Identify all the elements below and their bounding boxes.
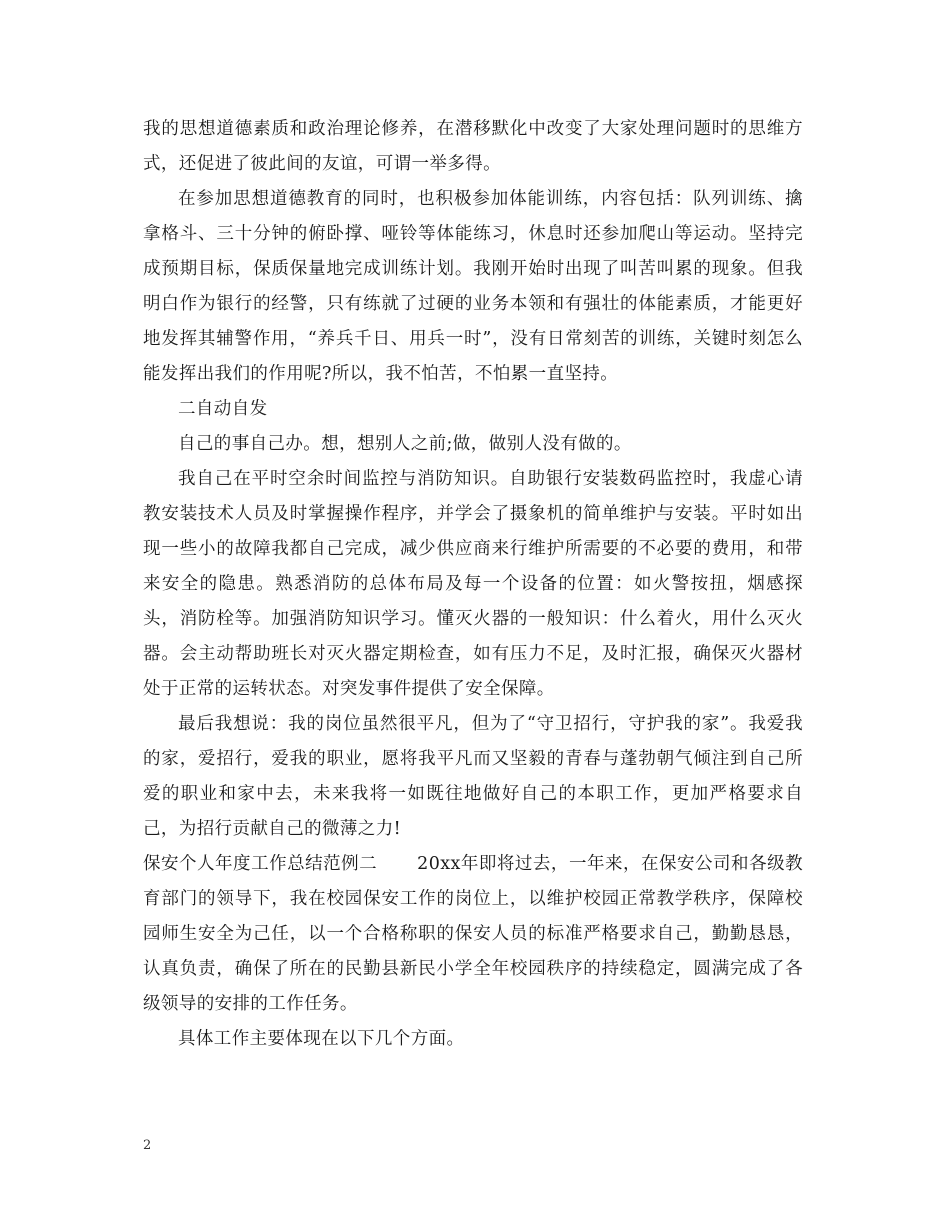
paragraph-monitoring-fire: 我自己在平时空余时间监控与消防知识。自助银行安装数码监控时，我虚心请教安装技术人员及时掌握操作程序，并学会了摄象机的简单维护与安装。平时如出现一些小的故障我都自己完成，减少供应商来行维护所需要的不必要的费用，和带来安全的隐患。熟悉消防的总体布局及每一个设备的位置：如火警按扭，烟感探头，消防栓等。加强消防知识学习。懂灭火器的一般知识：什么着火，用什么灭火器。会主动帮助班长对灭火器定期检查，如有压力不足，及时汇报，确保灭火器材处于正常的运转状态。对突发事件提供了安全保障。	[143, 469, 803, 699]
paragraph-conclusion: 最后我想说：我的岗位虽然很平凡，但为了“守卫招行，守护我的家”。我爱我的家，爱招行，爱我的职业，愿将我平凡而又坚毅的青春与蓬勃朝气倾注到自己所爱的职业和家中去，未来我将一如既往地做好自己的本职工作，更加严格要求自己，为招行贡献自己的微薄之力!	[143, 714, 803, 839]
paragraph-motto: 自己的事自己办。想，想别人之前;做，做别人没有做的。	[178, 434, 632, 454]
paragraph-continuation: 我的思想道德素质和政治理论修养，在潜移默化中改变了大家处理问题时的思维方式，还促进了彼此间的友谊，可谓一举多得。	[143, 119, 803, 174]
paragraph-physical-training: 在参加思想道德教育的同时，也积极参加体能训练，内容包括：队列训练、擒拿格斗、三十分钟的俯卧撑、哑铃等体能练习，休息时还参加爬山等运动。坚持完成预期目标，保质保量地完成训练计划。我刚开始时出现了叫苦叫累的现象。但我明白作为银行的经警，只有练就了过硬的业务本领和有强壮的体能素质，才能更好地发挥其辅警作用，“养兵千日、用兵一时”，没有日常刻苦的训练，关键时刻怎么能发挥出我们的作用呢?所以，我不怕苦，不怕累一直坚持。	[143, 189, 803, 384]
paragraph-section-two	[143, 847, 803, 1022]
section-title: 保安个人年度工作总结范例二	[143, 854, 378, 874]
section-intro: 20xx年即将过去，一年来，在保安公司和各级教育部门的领导下，我在校园保安工作的岗位上，以维护校园正常教学秩序，保障校园师生安全为己任，以一个合格称职的保安人员的标准严格要求自己，勤勤恳恳，认真负责，确保了所在的民勤县新民小学全年校园秩序的持续稳定，圆满完成了各级领导的安排的工作任务。	[143, 854, 803, 1014]
subheading-self-motivated: 二自动自发	[178, 399, 268, 419]
document-body	[143, 112, 803, 1057]
paragraph-work-aspects: 具体工作主要体现在以下几个方面。	[178, 1029, 465, 1049]
page-number: 2	[143, 1138, 152, 1153]
